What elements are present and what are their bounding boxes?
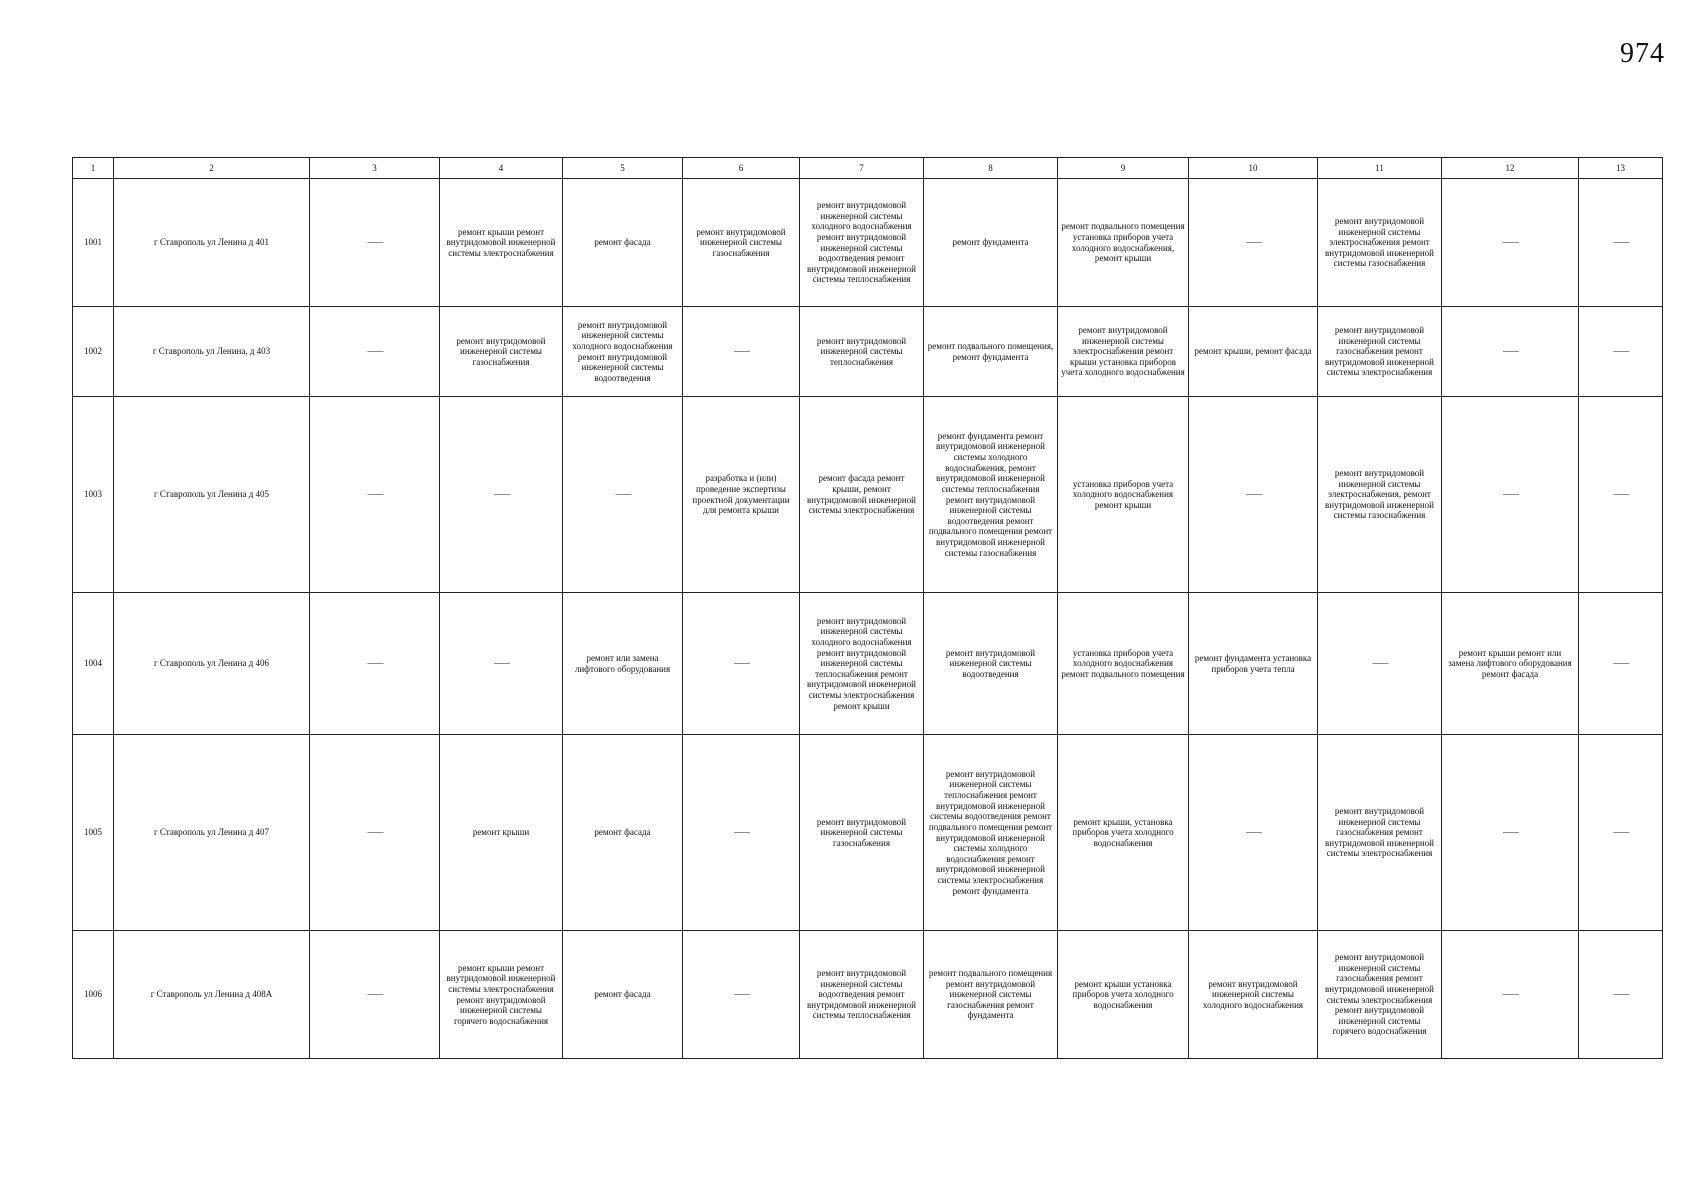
repair-schedule-table — [72, 157, 1663, 1059]
table-cell: ремонт крыши, ремонт фасада — [1189, 307, 1318, 397]
table-cell: —— — [1189, 397, 1318, 593]
table-cell: ремонт внутридомовой инженерной системы теплоснабжения — [800, 307, 924, 397]
column-header: 7 — [800, 158, 924, 179]
table-cell: —— — [1579, 593, 1663, 735]
table-cell: —— — [1318, 593, 1442, 735]
table-cell: ремонт внутридомовой инженерной системы водоотведения ремонт внутридомовой инженерной системы теплоснабжения — [800, 931, 924, 1059]
table-cell: установка приборов учета холодного водоснабжения ремонт крыши — [1058, 397, 1189, 593]
column-header: 13 — [1579, 158, 1663, 179]
table-cell: ремонт внутридомовой инженерной системы теплоснабжения ремонт внутридомовой инженерной системы водоотведения ремонт подвального помещения ремонт внутридомовой инженерной системы холодного водоснабжения ремонт внутридомовой инженерной системы электроснабжения ремонт фундамента — [924, 735, 1058, 931]
table-cell: —— — [1442, 179, 1579, 307]
table-row — [73, 735, 1663, 931]
table-cell: ремонт фасада — [563, 931, 683, 1059]
table-cell: —— — [1579, 735, 1663, 931]
table-cell: —— — [1442, 931, 1579, 1059]
address-cell: г Ставрополь ул Ленина д 401 — [114, 179, 310, 307]
table-cell: —— — [1579, 397, 1663, 593]
table-cell: ремонт внутридомовой инженерной системы газоснабжения ремонт внутридомовой инженерной системы электроснабжения — [1318, 307, 1442, 397]
table-cell: разработка и (или) проведение экспертизы проектной документации для ремонта крыши — [683, 397, 800, 593]
column-header: 3 — [310, 158, 440, 179]
address-cell: г Ставрополь ул Ленина, д 403 — [114, 307, 310, 397]
table-cell: ремонт фундамента ремонт внутридомовой инженерной системы холодного водоснабжения, ремонт внутридомовой инженерной системы теплоснабжения ремонт внутридомовой инженерной системы водоотведения ремонт подвального помещения ремонт внутридомовой инженерной системы газоснабжения — [924, 397, 1058, 593]
table-cell: установка приборов учета холодного водоснабжения ремонт подвального помещения — [1058, 593, 1189, 735]
column-header: 11 — [1318, 158, 1442, 179]
table-cell: ремонт внутридомовой инженерной системы электроснабжения ремонт крыши установка приборов учета холодного водоснабжения — [1058, 307, 1189, 397]
table-cell: —— — [310, 931, 440, 1059]
table-cell: —— — [440, 397, 563, 593]
table-cell: ремонт внутридомовой инженерной системы электроснабжения ремонт внутридомовой инженерной системы газоснабжения — [1318, 179, 1442, 307]
table-cell: —— — [683, 307, 800, 397]
column-number-row — [73, 158, 1663, 179]
table-cell: —— — [310, 735, 440, 931]
table-cell: ремонт внутридомовой инженерной системы холодного водоснабжения ремонт внутридомовой инженерной системы теплоснабжения ремонт внутридомовой инженерной системы электроснабжения ремонт крыши — [800, 593, 924, 735]
table-cell: ремонт внутридомовой инженерной системы газоснабжения — [800, 735, 924, 931]
row-number: 1005 — [73, 735, 114, 931]
table-cell: ремонт фасада — [563, 179, 683, 307]
column-header: 1 — [73, 158, 114, 179]
table-cell: ремонт крыши ремонт внутридомовой инженерной системы электроснабжения — [440, 179, 563, 307]
table-cell: ремонт внутридомовой инженерной системы холодного водоснабжения — [1189, 931, 1318, 1059]
page-number: 974 — [1620, 38, 1665, 69]
table-cell: ремонт подвального помещения установка приборов учета холодного водоснабжения, ремонт крыши — [1058, 179, 1189, 307]
table-cell: ремонт внутридомовой инженерной системы электроснабжения, ремонт внутридомовой инженерной системы газоснабжения — [1318, 397, 1442, 593]
table-cell: ремонт внутридомовой инженерной системы газоснабжения — [683, 179, 800, 307]
table-cell: —— — [310, 397, 440, 593]
table-cell: ремонт фасада ремонт крыши, ремонт внутридомовой инженерной системы электроснабжения — [800, 397, 924, 593]
table-cell: —— — [1442, 307, 1579, 397]
table-cell: ремонт подвального помещения ремонт внутридомовой инженерной системы газоснабжения ремонт фундамента — [924, 931, 1058, 1059]
table-cell: ремонт крыши — [440, 735, 563, 931]
table-cell: —— — [1189, 179, 1318, 307]
table-row — [73, 397, 1663, 593]
table-cell: ремонт крыши, установка приборов учета холодного водоснабжения — [1058, 735, 1189, 931]
table-cell: ремонт внутридомовой инженерной системы газоснабжения ремонт внутридомовой инженерной системы электроснабжения — [1318, 735, 1442, 931]
table-cell: —— — [1579, 179, 1663, 307]
column-header: 8 — [924, 158, 1058, 179]
address-cell: г Ставрополь ул Ленина д 406 — [114, 593, 310, 735]
table-cell: —— — [1579, 307, 1663, 397]
table-cell: —— — [440, 593, 563, 735]
table-cell: ремонт крыши ремонт внутридомовой инженерной системы электроснабжения ремонт внутридомовой инженерной системы горячего водоснабжения — [440, 931, 563, 1059]
table-row — [73, 931, 1663, 1059]
row-number: 1001 — [73, 179, 114, 307]
table-row — [73, 593, 1663, 735]
column-header: 6 — [683, 158, 800, 179]
table-cell: —— — [683, 593, 800, 735]
address-cell: г Ставрополь ул Ленина д 408А — [114, 931, 310, 1059]
table-cell: ремонт фундамента — [924, 179, 1058, 307]
table-cell: —— — [1579, 931, 1663, 1059]
column-header: 12 — [1442, 158, 1579, 179]
table-cell: —— — [1189, 735, 1318, 931]
column-header: 4 — [440, 158, 563, 179]
table-cell: ремонт внутридомовой инженерной системы холодного водоснабжения ремонт внутридомовой инженерной системы водоотведения — [563, 307, 683, 397]
row-number: 1004 — [73, 593, 114, 735]
table-cell: —— — [1442, 735, 1579, 931]
table-cell: ремонт или замена лифтового оборудования — [563, 593, 683, 735]
table-cell: ремонт внутридомовой инженерной системы газоснабжения ремонт внутридомовой инженерной системы электроснабжения ремонт внутридомовой инженерной системы горячего водоснабжения — [1318, 931, 1442, 1059]
table-cell: —— — [310, 593, 440, 735]
column-header: 5 — [563, 158, 683, 179]
table-cell: ремонт фундамента установка приборов учета тепла — [1189, 593, 1318, 735]
row-number: 1003 — [73, 397, 114, 593]
address-cell: г Ставрополь ул Ленина д 405 — [114, 397, 310, 593]
table-cell: ремонт подвального помещения, ремонт фундамента — [924, 307, 1058, 397]
table-row — [73, 307, 1663, 397]
table-cell: —— — [310, 307, 440, 397]
table-cell: —— — [683, 931, 800, 1059]
table-cell: ремонт фасада — [563, 735, 683, 931]
table-cell: ремонт внутридомовой инженерной системы газоснабжения — [440, 307, 563, 397]
row-number: 1002 — [73, 307, 114, 397]
table-cell: —— — [1442, 397, 1579, 593]
table-cell: —— — [683, 735, 800, 931]
column-header: 10 — [1189, 158, 1318, 179]
table-cell: —— — [310, 179, 440, 307]
table-cell: ремонт крыши ремонт или замена лифтового оборудования ремонт фасада — [1442, 593, 1579, 735]
column-header: 9 — [1058, 158, 1189, 179]
column-header: 2 — [114, 158, 310, 179]
table-cell: —— — [563, 397, 683, 593]
table-cell: ремонт внутридомовой инженерной системы водоотведения — [924, 593, 1058, 735]
address-cell: г Ставрополь ул Ленина д 407 — [114, 735, 310, 931]
table-cell: ремонт крыши установка приборов учета холодного водоснабжения — [1058, 931, 1189, 1059]
row-number: 1006 — [73, 931, 114, 1059]
table-cell: ремонт внутридомовой инженерной системы холодного водоснабжения ремонт внутридомовой инженерной системы водоотведения ремонт внутридомовой инженерной системы теплоснабжения — [800, 179, 924, 307]
table-row — [73, 179, 1663, 307]
